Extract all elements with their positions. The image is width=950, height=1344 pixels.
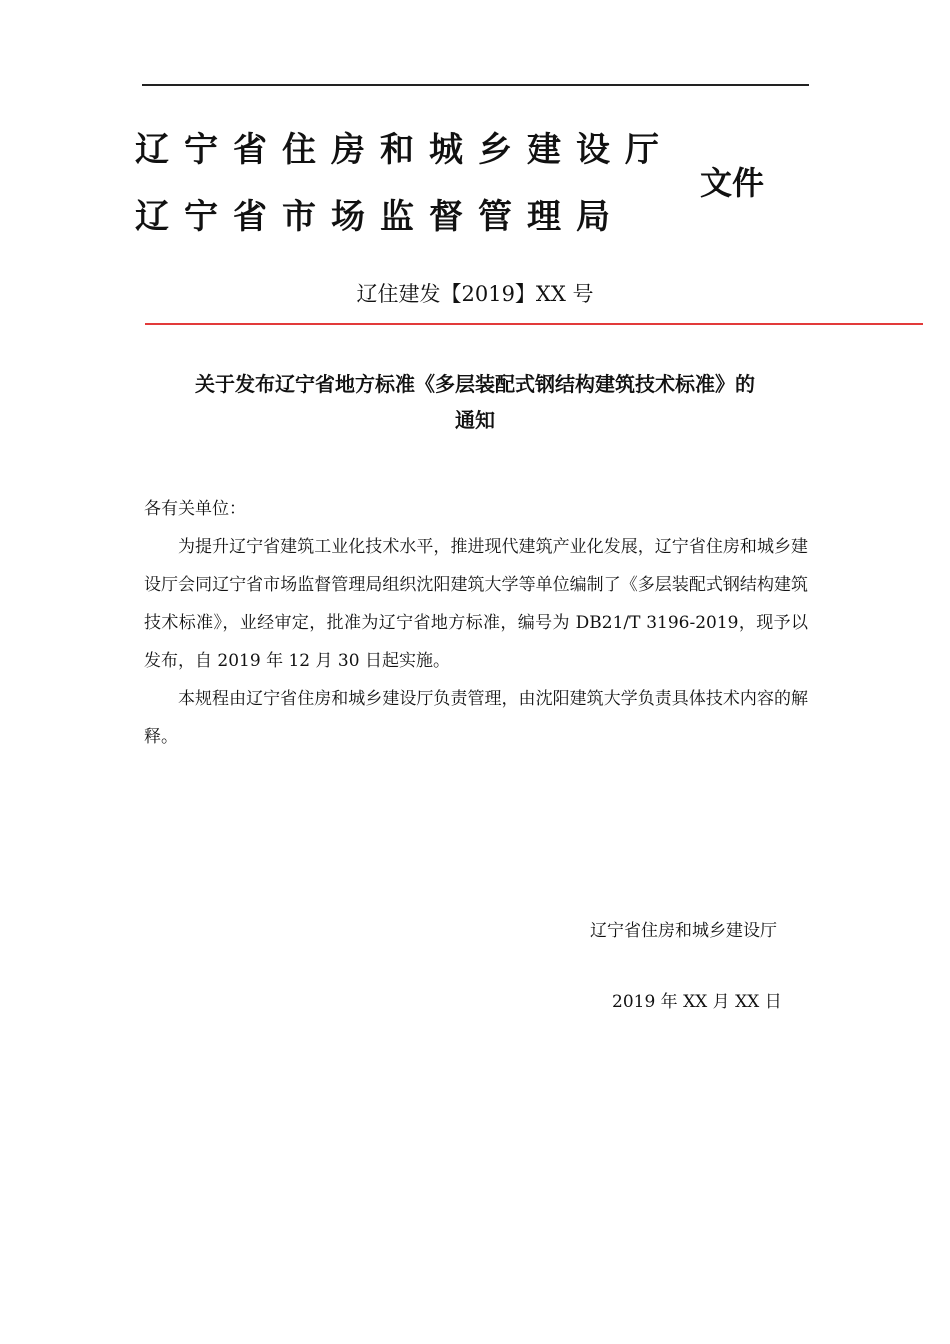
header-top-rule	[142, 84, 809, 86]
document-number: 辽住建发【2019】XX 号	[356, 282, 594, 306]
issuer-line-housing-department: 辽宁省住房和城乡建设厅	[135, 130, 674, 170]
notice-title	[140, 366, 810, 438]
document-type-label: 文件	[700, 164, 765, 202]
signing-organization: 辽宁省住房和城乡建设厅	[590, 921, 777, 941]
body-paragraph-2: 本规程由辽宁省住房和城乡建设厅负责管理，由沈阳建筑大学负责具体技术内容的解释。	[144, 689, 808, 747]
body-paragraph-1: 为提升辽宁省建筑工业化技术水平，推进现代建筑产业化发展，辽宁省住房和城乡建设厅会同辽宁省市场监督管理局组织沈阳建筑大学等单位编制了《多层装配式钢结构建筑技术标准》，业经审定，批准为辽宁省地方标准，编号为 DB21/T 3196-2019，现予以发布，自 2019 年 12 月 30 日起实施。	[144, 537, 808, 671]
notice-body	[144, 490, 808, 756]
issuer-line-market-supervision-bureau: 辽宁省市场监督管理局	[135, 197, 625, 237]
signing-date: 2019 年 XX 月 XX 日	[612, 992, 782, 1012]
notice-title-line1: 关于发布辽宁省地方标准《多层装配式钢结构建筑技术标准》的	[195, 372, 755, 396]
notice-title-line2: 通知	[455, 408, 495, 432]
red-separator-rule	[145, 323, 923, 325]
salutation: 各有关单位：	[144, 499, 246, 519]
